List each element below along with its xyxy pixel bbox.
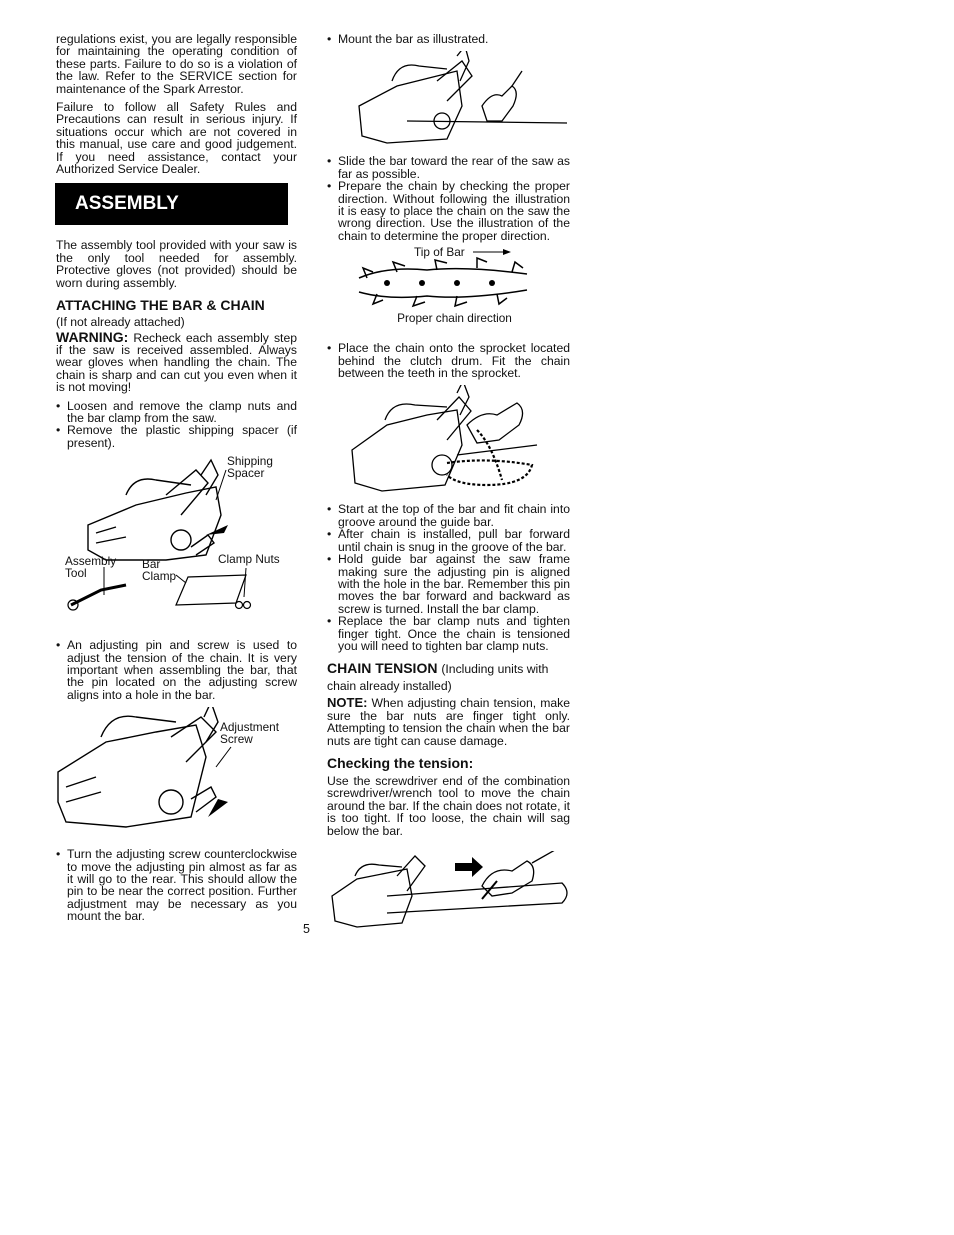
figure-shipping-spacer: [56, 455, 297, 633]
figure-chain-direction: [327, 245, 570, 328]
paragraph-spark-arrestor: regulations exist, you are legally responsible for maintaining the operating condition of these parts. Failure to do so is a violation of the law. Refer to the SERVICE section for maintenance of the Spark Arrestor.: [56, 32, 297, 96]
chain-tension-subtitle: (Including units with chain already installed): [327, 662, 549, 694]
label-tip-of-bar: Tip of Bar: [414, 245, 465, 260]
label-clamp-nuts: Clamp Nuts: [218, 552, 280, 567]
list-item: • Replace the bar clamp nuts and tighten finger tight. Once the chain is tensioned you will need to tighten bar clamp nuts.: [327, 615, 570, 652]
bullet-list-mount-bar: [327, 33, 570, 45]
list-item: • Loosen and remove the clamp nuts and the bar clamp from the saw.: [56, 400, 297, 425]
warning-text: Recheck each assembly step if the saw is received assembled. Always wear gloves when handling the chain. The chain is sharp and can cut you even when it is not moving!: [56, 330, 297, 395]
saw-parts-illustration: [56, 455, 297, 633]
list-item: • Start at the top of the bar and fit chain into groove around the guide bar.: [327, 503, 570, 528]
page-number: 5: [303, 922, 310, 936]
figure-checking-tension: [327, 851, 570, 933]
bullet-list-remove: [56, 400, 297, 450]
chain-tension-title: CHAIN TENSION: [327, 660, 438, 677]
list-item: • An adjusting pin and screw is used to adjust the tension of the chain. It is very important when assembling the bar, that the pin located on the adjusting screw aligns into a hole in the bar.: [56, 639, 297, 701]
bullet-list-prepare-chain: [327, 155, 570, 242]
figure-mount-bar: [327, 51, 570, 149]
right-column: [327, 33, 570, 939]
paragraph-assembly-tool: The assembly tool provided with your saw is the only tool needed for assembly. Protective gloves (not provided) should be worn during assembly.: [56, 238, 297, 290]
list-item: • Remove the plastic shipping spacer (if present).: [56, 424, 297, 449]
list-item: • After chain is installed, pull bar forward until chain is snug in the groove of the bar.: [327, 528, 570, 553]
checking-tension-illustration: [327, 851, 570, 933]
left-column: [56, 33, 297, 929]
label-adjustment-screw: Adjustment Screw: [220, 720, 280, 747]
list-item: • Turn the adjusting screw counterclockwise to move the adjusting pin almost as far as it will go to the rear. This should allow the pin to be near the correct position. Further adjustment may be necessary as you mount the bar.: [56, 848, 297, 922]
paragraph-safety-rules: Failure to follow all Safety Rules and Precautions can result in serious injury. If situations occur which are not covered in this manual, use care and good judgement. If you need assistance, contact your Authorized Service Dealer.: [56, 100, 297, 177]
label-bar-clamp: Bar Clamp: [142, 557, 177, 584]
bullet-list-install-chain: [327, 503, 570, 652]
list-item: • Slide the bar toward the rear of the saw as far as possible.: [327, 155, 570, 180]
list-item: • Place the chain onto the sprocket located behind the clutch drum. Fit the chain between the teeth in the sprocket.: [327, 342, 570, 379]
paragraph-checking-tension: Use the screwdriver end of the combination screwdriver/wrench tool to move the chain around the bar. If the chain does not rotate, it is too tight. If too loose, the chain will sag below the bar.: [327, 773, 570, 838]
heading-attaching-bar-chain: ATTACHING THE BAR & CHAIN: [56, 297, 265, 314]
heading-checking-tension: Checking the tension:: [327, 754, 474, 771]
note-text: When adjusting chain tension, make sure the bar nuts are finger tight only. Attempting to tension the chain when the bar nuts are tight can cause damage.: [327, 696, 570, 748]
heading-chain-tension: [327, 660, 570, 694]
figure-sprocket: [327, 385, 570, 497]
chain-direction-illustration: [327, 245, 570, 310]
warning-label: WARNING:: [56, 328, 129, 345]
caption-proper-chain-direction: Proper chain direction: [397, 311, 512, 326]
note-paragraph: [327, 697, 570, 747]
list-item: • Mount the bar as illustrated.: [327, 33, 570, 45]
list-item: • Prepare the chain by checking the proper direction. Without following the illustration it is easy to place the chain on the saw the wrong direction. Use the illustration of the chain to determine the proper direction.: [327, 180, 570, 242]
bullet-list-turn-screw: [56, 848, 297, 922]
bullet-list-adjusting-pin: [56, 639, 297, 701]
sprocket-illustration: [327, 385, 570, 497]
warning-paragraph: [56, 328, 297, 395]
figure-adjustment-screw: [56, 707, 297, 842]
subheading-not-attached: (If not already attached): [56, 315, 185, 330]
bullet-list-place-chain: [327, 342, 570, 379]
list-item: • Hold guide bar against the saw frame making sure the adjusting pin is aligned with the hole in the bar. Remember this pin moves the bar forward and backward as screw is turned. Install the bar clamp.: [327, 553, 570, 615]
mount-bar-illustration: [327, 51, 570, 149]
label-shipping-spacer: Shipping Spacer: [227, 454, 273, 481]
label-assembly-tool: Assembly Tool: [65, 554, 117, 581]
note-label: NOTE:: [327, 695, 368, 711]
assembly-banner: ASSEMBLY: [55, 183, 288, 225]
